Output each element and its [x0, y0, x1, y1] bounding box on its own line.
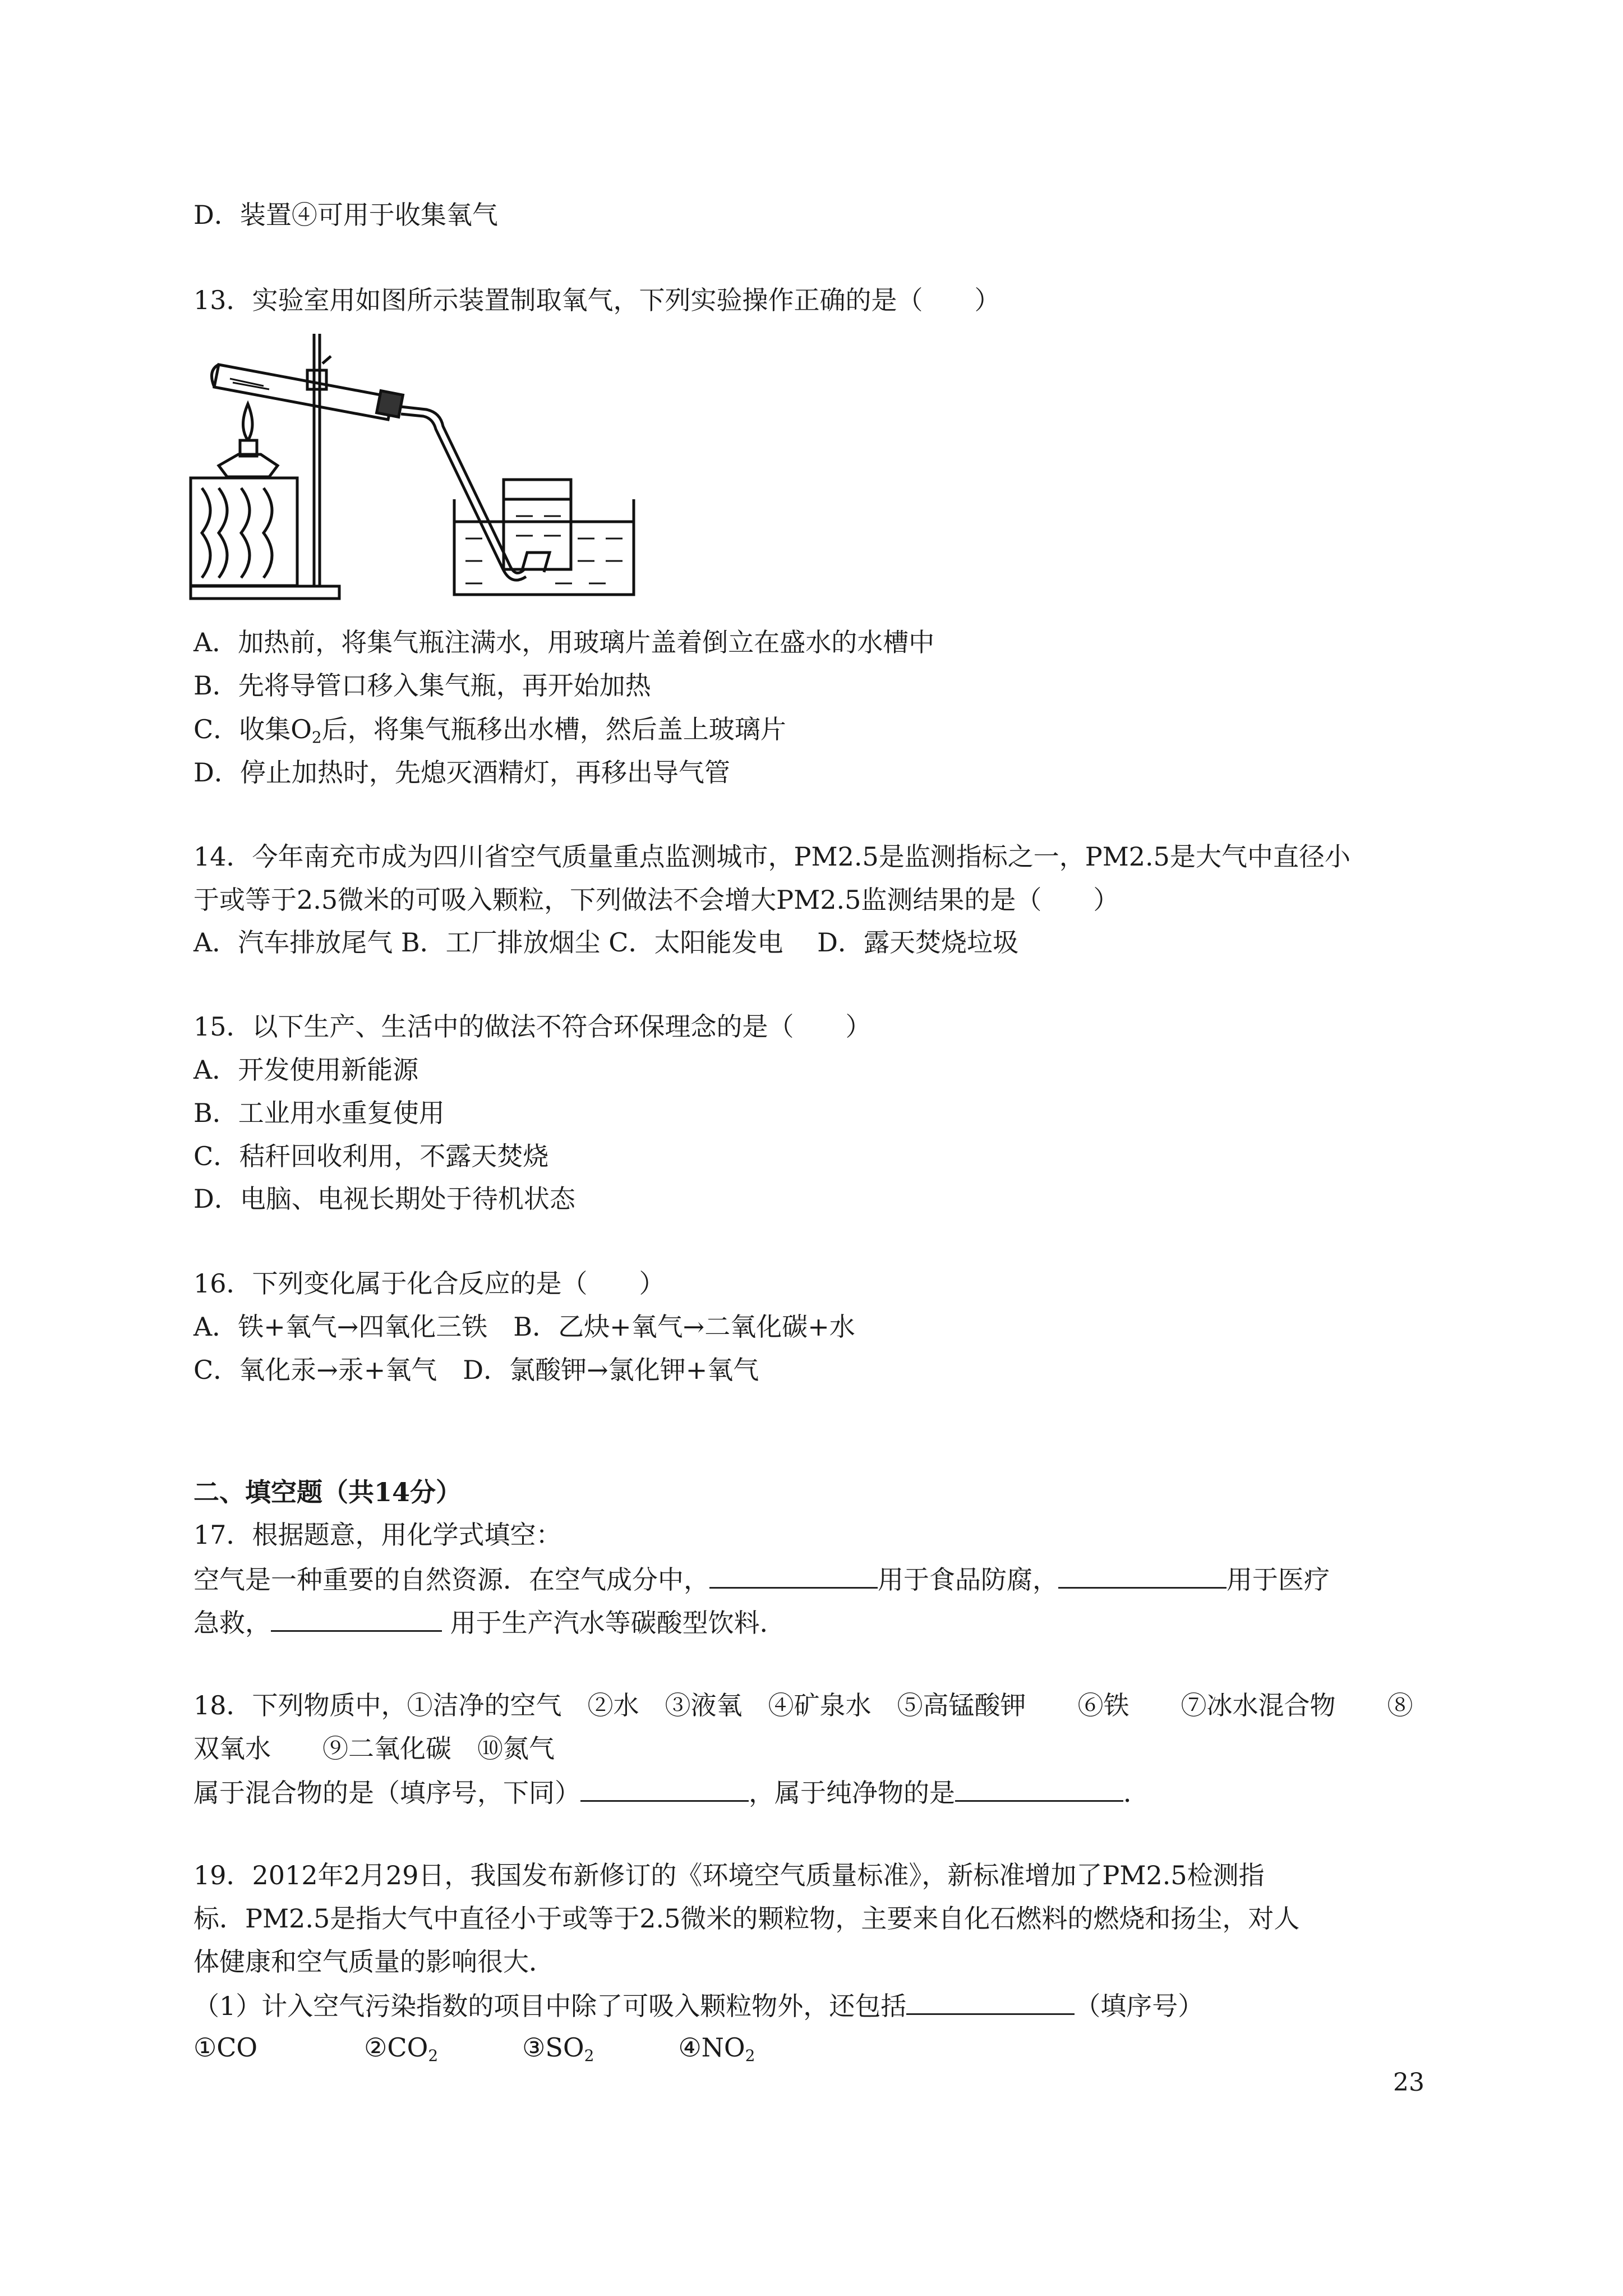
q15-option-d: D．电脑、电视长期处于待机状态	[193, 1184, 575, 1214]
q17-text-e: 用于生产汽水等碳酸型饮料．	[442, 1608, 786, 1638]
q13c-sub: 2	[311, 728, 322, 747]
q18-blank-1[interactable]	[580, 1774, 749, 1802]
alcohol-lamp	[219, 454, 278, 477]
q15-option-a: A．开发使用新能源	[193, 1055, 419, 1085]
q14-stem-line2: 于或等于2.5微米的可吸入颗粒，下列做法不会增大PM2.5监测结果的是（ ）	[193, 885, 1119, 915]
q13c-post: 后，将集气瓶移出水槽，然后盖上玻璃片	[321, 714, 786, 744]
q18-stem-line2: 双氧水 ⑨二氧化碳 ⑩氮气	[193, 1733, 555, 1764]
q19-sub1-tail: （填序号）	[1075, 1991, 1204, 2021]
q16-options-cd: C．氧化汞→汞+氧气 D．氯酸钾→氯化钾+氧气	[193, 1355, 759, 1385]
q13-option-b: B．先将导管口移入集气瓶，再开始加热	[193, 670, 651, 701]
q12-option-d: D．装置④可用于收集氧气	[193, 200, 498, 230]
q17-blank-3[interactable]	[271, 1604, 442, 1632]
q17-text-a: 空气是一种重要的自然资源．在空气成分中，	[193, 1565, 709, 1595]
q19-sub1-text: （1）计入空气污染指数的项目中除了可吸入颗粒物外，还包括	[193, 1991, 907, 2021]
q13-stem: 13．实验室用如图所示装置制取氧气，下列实验操作正确的是（ ）	[193, 285, 1000, 315]
q14-options: A．汽车排放尾气 B．工厂排放烟尘 C．太阳能发电 D．露天焚烧垃圾	[193, 927, 1018, 958]
q17-text-b: 用于食品防腐，	[878, 1565, 1058, 1595]
test-tube	[214, 365, 393, 420]
q15-stem: 15．以下生产、生活中的做法不符合环保理念的是（ ）	[193, 1011, 872, 1042]
q19-option-4: $④NO_2$	[678, 2032, 755, 2065]
q17-line1	[193, 1561, 1330, 1596]
page-number: 23	[1393, 2068, 1424, 2097]
q14-stem-line1: 14．今年南充市成为四川省空气质量重点监测城市，PM2.5是监测指标之一，PM2.5是大气中直径小	[193, 841, 1350, 872]
q19-option-2: $②CO_2$	[364, 2032, 439, 2065]
q15-option-c: C．秸秆回收利用，不露天焚烧	[193, 1141, 549, 1171]
oxygen-apparatus-figure	[185, 331, 673, 611]
gas-jar	[504, 480, 571, 569]
q16-stem: 16．下列变化属于化合反应的是（ ）	[193, 1268, 665, 1299]
q17-stem: 17．根据题意，用化学式填空：	[193, 1520, 562, 1550]
q19-option-1: ①CO	[193, 2032, 258, 2063]
q17-blank-1[interactable]	[709, 1561, 878, 1589]
q19-blank-1[interactable]	[906, 1987, 1075, 2015]
water-trough	[454, 499, 634, 595]
q15-option-b: B．工业用水重复使用	[193, 1098, 445, 1128]
q19-stem-line3: 体健康和空气质量的影响很大．	[193, 1947, 555, 1977]
q18-blank-2[interactable]	[955, 1774, 1123, 1802]
q16-options-ab: A．铁+氧气→四氧化三铁 B．乙炔+氧气→二氧化碳+水	[193, 1312, 855, 1342]
q19-option-3: $③SO_2$	[522, 2032, 594, 2065]
q18-text-a: 属于混合物的是（填序号，下同）	[193, 1778, 580, 1808]
q19-options	[193, 2031, 755, 2064]
q18-stem-line1: 18．下列物质中，①洁净的空气 ②水 ③液氧 ④矿泉水 ⑤高锰酸钾 ⑥铁 ⑦冰水混合物 ⑧	[193, 1690, 1413, 1720]
q13c-pre: C．收集O	[193, 714, 312, 744]
section-2-heading: 二、填空题（共14分）	[193, 1477, 462, 1507]
q13-option-a: A．加热前，将集气瓶注满水，用玻璃片盖着倒立在盛水的水槽中	[193, 627, 935, 657]
q18-text-c: ．	[1123, 1778, 1149, 1808]
stand-base	[191, 586, 339, 599]
q17-text-c: 用于医疗	[1227, 1565, 1330, 1595]
q18-line3	[193, 1774, 1149, 1810]
q17-blank-2[interactable]	[1058, 1561, 1227, 1589]
q19-sub1	[193, 1987, 1204, 2023]
q19-stem-line2: 标．PM2.5是指大气中直径小于或等于2.5微米的颗粒物，主要来自化石燃料的燃烧和扬尘，对人	[193, 1903, 1300, 1934]
q13-option-d: D．停止加热时，先熄灭酒精灯，再移出导气管	[193, 757, 730, 788]
q17-text-d: 急救，	[193, 1608, 271, 1638]
q19-stem-line1: 19．2012年2月29日，我国发布新修订的《环境空气质量标准》，新标准增加了PM2.5检测指	[193, 1860, 1265, 1890]
q17-line2	[193, 1604, 786, 1640]
q13-option-c	[193, 712, 786, 746]
q18-text-b: ，属于纯净物的是	[749, 1778, 955, 1808]
